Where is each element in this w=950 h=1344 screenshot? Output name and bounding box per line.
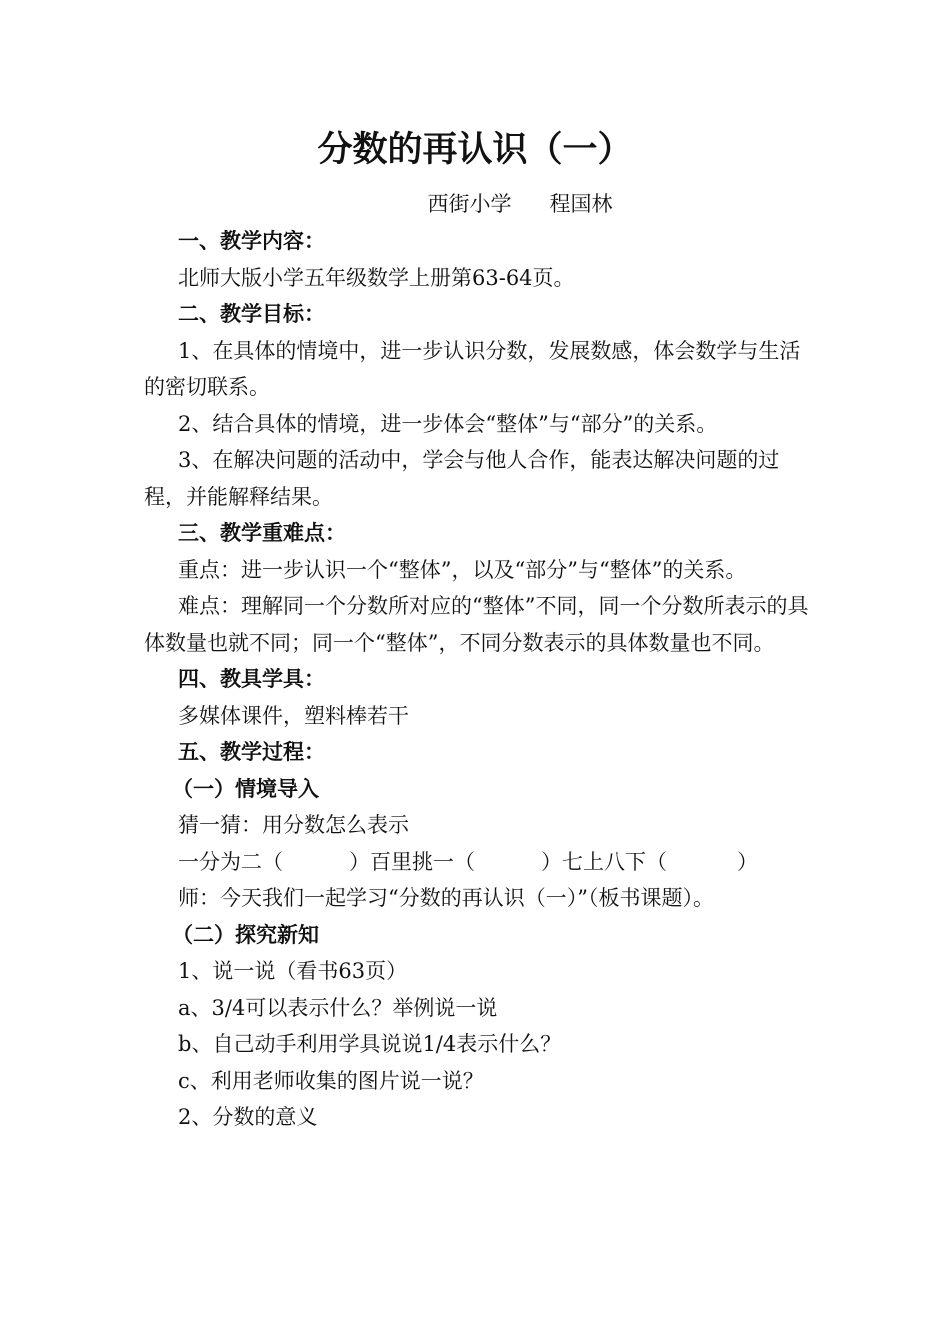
guess-text: 猜一猜：用分数怎么表示 (178, 813, 409, 837)
section-heading-content: 一、教学内容： (178, 229, 325, 253)
goal-item-1: 1、在具体的情境中，进一步认识分数，发展数感，体会数学与生活的密切联系。 (144, 338, 801, 399)
riddle-2-close: ） (541, 849, 562, 874)
content-text: 北师大版小学五年级数学上册第63-64页。 (178, 265, 575, 290)
explore-line-1: 1、说一说（看书63页） (178, 959, 408, 983)
author-name: 程国林 (549, 192, 613, 216)
goal-item-2: 2、结合具体的情境，进一步体会“整体”与“部分”的关系。 (178, 411, 718, 436)
goal-item-3: 3、在解决问题的活动中，学会与他人合作，能表达解决问题的过程，并能解释结果。 (144, 448, 780, 509)
riddle-3-open: 七上八下（ (562, 849, 667, 874)
section-heading-process: 五、教学过程： (178, 740, 325, 764)
materials-text: 多媒体课件，塑料棒若干 (178, 703, 409, 728)
difficult-point-text: 难点：理解同一个分数所对应的“整体”不同，同一个分数所表示的具体数量也就不同；同一个“整体”，不同分数表示的具体数量也不同。 (144, 594, 809, 655)
section-heading-key-points: 三、教学重难点： (178, 521, 346, 545)
subsection-heading-intro: （一）情境导入 (172, 776, 319, 801)
subsection-heading-explore: （二）探究新知 (172, 922, 319, 947)
section-heading-goals: 二、教学目标： (178, 302, 325, 326)
explore-line-2: a、3/4可以表示什么？举例说一说 (178, 995, 498, 1020)
author-line (0, 188, 950, 220)
teacher-line: 师：今天我们一起学习“分数的再认识（一）”（板书课题）。 (178, 886, 714, 910)
school-name: 西街小学 (427, 192, 512, 216)
riddle-1-close: ） (349, 849, 370, 874)
riddle-2-open: 百里挑一（ (370, 849, 475, 874)
explore-line-5: 2、分数的意义 (178, 1105, 318, 1129)
page-title: 分数的再认识（一） (317, 130, 633, 170)
riddle-1-open: 一分为二（ (178, 849, 283, 874)
document-body (144, 223, 810, 1136)
section-heading-materials: 四、教具学具： (178, 667, 325, 691)
explore-line-3: b、自己动手利用学具说说1/4表示什么？ (178, 1032, 562, 1056)
explore-line-4: c、利用老师收集的图片说一说？ (178, 1068, 484, 1093)
riddle-3-close: ） (737, 849, 758, 874)
riddle-line (144, 844, 810, 881)
key-point-text: 重点：进一步认识一个“整体”，以及“部分”与“整体”的关系。 (178, 557, 747, 582)
